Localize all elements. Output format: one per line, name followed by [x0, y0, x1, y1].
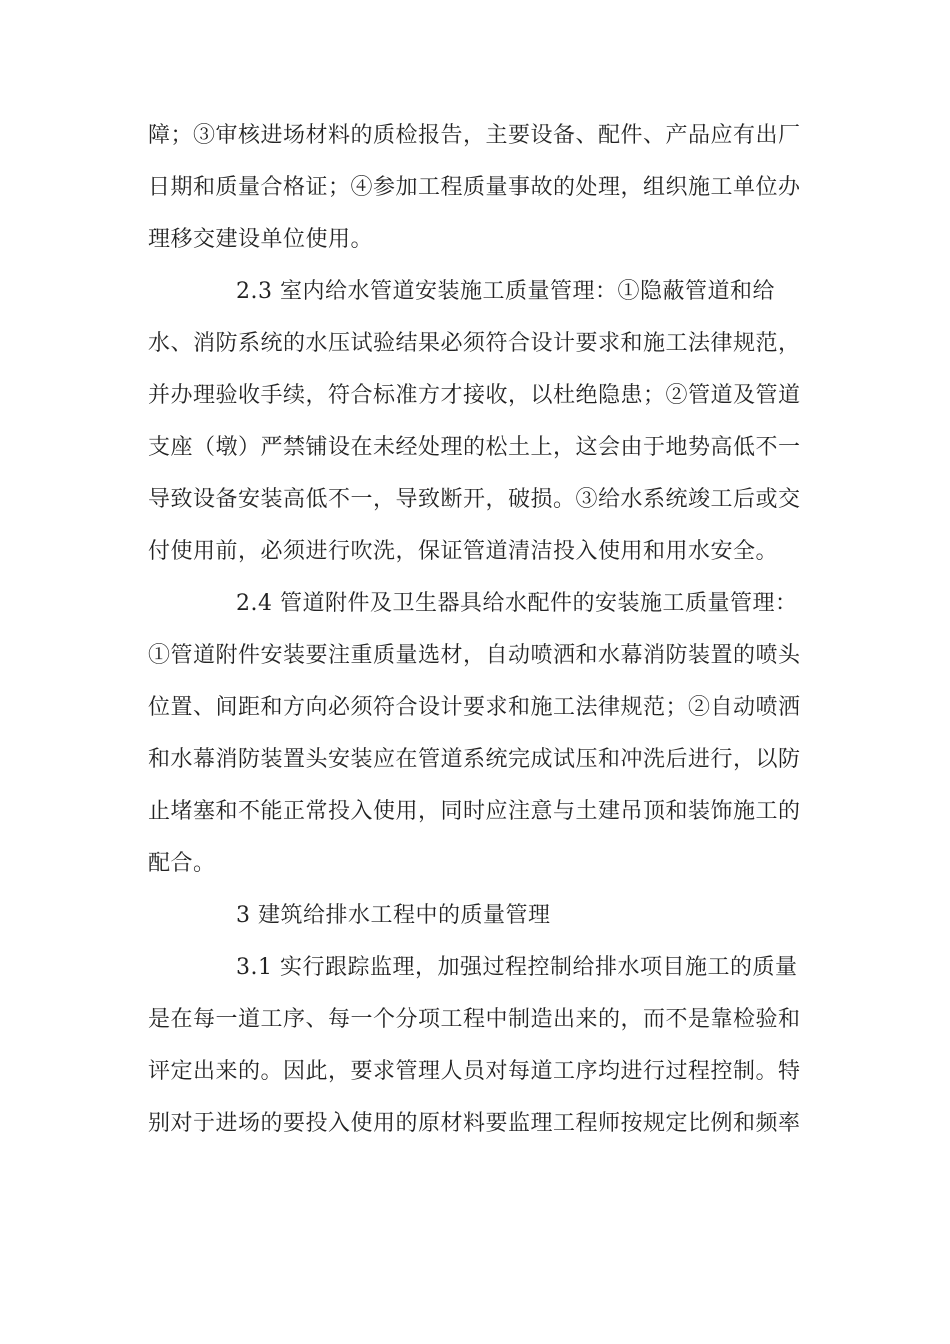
text-line-chapter-heading: 3 建筑给排水工程中的质量管理: [236, 903, 551, 928]
text-line-section-heading: 2.4 管道附件及卫生器具给水配件的安装施工质量管理：: [236, 591, 798, 616]
text-line-section-heading: 3.1 实行跟踪监理，加强过程控制给排水项目施工的质量: [236, 955, 798, 980]
text-line: 理移交建设单位使用。: [148, 227, 374, 252]
text-line: 并办理验收手续，符合标准方才接收，以杜绝隐患；②管道及管道: [148, 383, 801, 408]
text-line: 支座（墩）严禁铺设在未经处理的松土上，这会由于地势高低不一: [148, 435, 801, 460]
text-line: 止堵塞和不能正常投入使用，同时应注意与土建吊顶和装饰施工的: [148, 799, 801, 824]
text-line: ①管道附件安装要注重质量选材，自动喷洒和水幕消防装置的喷头: [148, 643, 801, 668]
text-line: 付使用前，必须进行吹洗，保证管道清洁投入使用和用水安全。: [148, 539, 779, 564]
text-line-section-heading: 2.3 室内给水管道安装施工质量管理：①隐蔽管道和给: [236, 279, 775, 304]
text-line: 评定出来的。因此，要求管理人员对每道工序均进行过程控制。特: [148, 1059, 801, 1084]
text-line: 障；③审核进场材料的质检报告，主要设备、配件、产品应有出厂: [148, 123, 801, 148]
text-line: 配合。: [148, 851, 216, 876]
text-line: 日期和质量合格证；④参加工程质量事故的处理，组织施工单位办: [148, 175, 801, 200]
text-line: 是在每一道工序、每一个分项工程中制造出来的，而不是靠检验和: [148, 1007, 801, 1032]
text-line: 水、消防系统的水压试验结果必须符合设计要求和施工法律规范，: [148, 331, 801, 356]
text-line: 位置、间距和方向必须符合设计要求和施工法律规范；②自动喷洒: [148, 695, 801, 720]
text-line: 别对于进场的要投入使用的原材料要监理工程师按规定比例和频率: [148, 1111, 801, 1136]
text-line: 导致设备安装高低不一，导致断开，破损。③给水系统竣工后或交: [148, 487, 801, 512]
text-line: 和水幕消防装置头安装应在管道系统完成试压和冲洗后进行，以防: [148, 747, 801, 772]
